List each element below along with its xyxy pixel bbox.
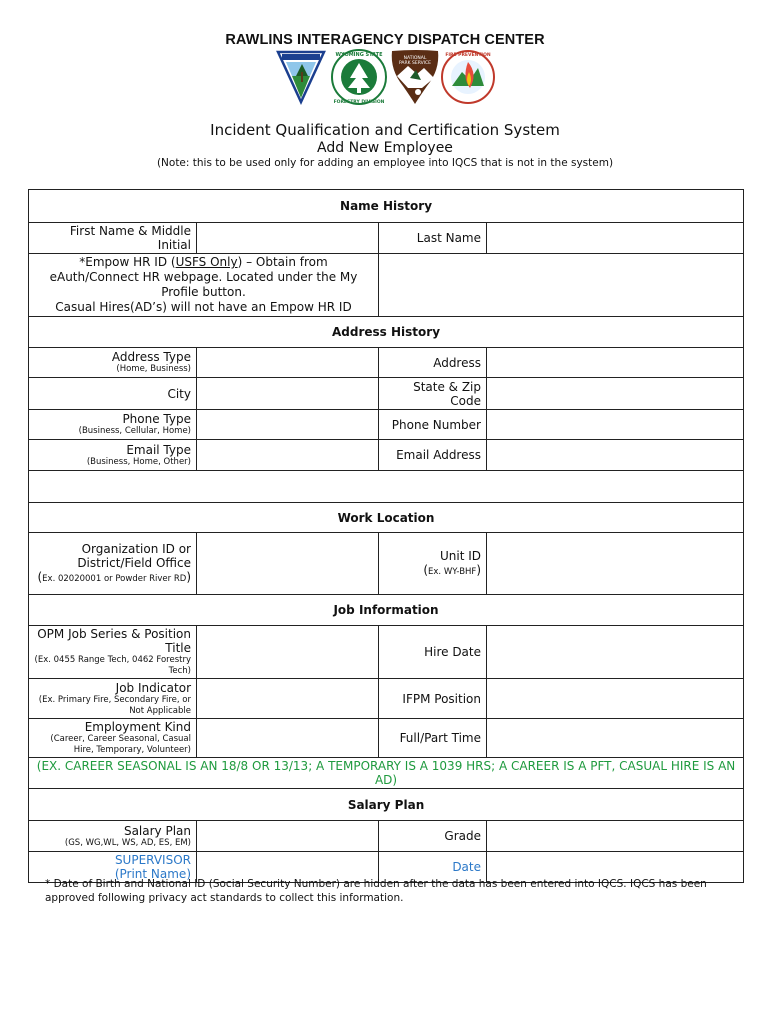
grade-field[interactable]: [487, 821, 744, 852]
opm-series-text: OPM Job Series & Position Title: [37, 627, 191, 655]
svg-text:FORESTRY DIVISION: FORESTRY DIVISION: [333, 100, 385, 105]
employee-form-table: [28, 189, 744, 883]
usfs-only-text: USFS Only: [175, 255, 238, 269]
email-address-field[interactable]: [487, 440, 744, 471]
state-zip-field[interactable]: [487, 378, 744, 410]
unit-id-hint: Ex. WY-BHF: [428, 566, 477, 577]
org-id-hint: Ex. 02020001 or Powder River RD: [42, 573, 187, 584]
grade-label: Grade: [379, 821, 487, 852]
empow-casual-note: Casual Hires(AD’s) will not have an Empow HR ID: [55, 300, 352, 314]
opm-series-label: [29, 626, 197, 679]
job-indicator-hint: (Ex. Primary Fire, Secondary Fire, or Not Applicable: [38, 694, 191, 716]
opm-series-field[interactable]: [197, 626, 379, 679]
form-title: Incident Qualification and Certification System: [210, 121, 560, 139]
full-part-time-field[interactable]: [487, 719, 744, 758]
address-type-label: [29, 348, 197, 378]
ifpm-position-label: IFPM Position: [379, 679, 487, 719]
blm-logo: [278, 52, 324, 102]
section-job-information: Job Information: [29, 595, 744, 626]
salary-plan-hint: (GS, WG,WL, WS, AD, ES, EM): [64, 837, 191, 848]
unit-id-field[interactable]: [487, 533, 744, 595]
ifpm-position-field[interactable]: [487, 679, 744, 719]
agency-logos: [272, 48, 497, 106]
email-address-label: Email Address: [379, 440, 487, 471]
form-note: (Note: this to be used only for adding an employee into IQCS that is not in the system): [156, 157, 614, 169]
svg-text:FIRE PREVENTION: FIRE PREVENTION: [445, 53, 491, 58]
email-type-label: [29, 440, 197, 471]
email-type-field[interactable]: [197, 440, 379, 471]
svg-text:PARK SERVICE: PARK SERVICE: [399, 61, 431, 66]
employment-kind-field[interactable]: [197, 719, 379, 758]
org-hint-open: (: [37, 569, 43, 584]
supervisor-text: SUPERVISOR: [114, 853, 191, 867]
svg-text:NATIONAL: NATIONAL: [403, 56, 427, 61]
section-salary-plan: Salary Plan: [29, 789, 744, 821]
address-type-hint: (Home, Business): [116, 364, 191, 374]
unit-hint-open: (: [423, 562, 429, 577]
national-park-service-logo: [392, 50, 439, 104]
salary-plan-text: Salary Plan: [123, 823, 191, 838]
empow-prefix: *Empow HR ID (: [79, 255, 176, 269]
salary-plan-field[interactable]: [197, 821, 379, 852]
salary-plan-label: [29, 821, 197, 852]
org-id-text: Organization ID or District/Field Office: [77, 541, 191, 570]
city-field[interactable]: [197, 378, 379, 410]
employment-kind-text: Employment Kind: [84, 720, 191, 734]
privacy-footnote: * Date of Birth and National ID (Social Security Number) are hidden after the data has been entered into IQCS. IQCS has been approved following privacy act standards to collect this information.: [45, 878, 707, 904]
svg-text:WYOMING STATE: WYOMING STATE: [335, 52, 383, 58]
section-work-location: Work Location: [29, 503, 744, 533]
hire-date-field[interactable]: [487, 626, 744, 679]
phone-type-text: Phone Type: [122, 412, 191, 426]
opm-series-hint: (Ex. 0455 Range Tech, 0462 Forestry Tech): [34, 655, 191, 676]
empow-rest: ) – Obtain from eAuth/Connect HR webpage. Located under the My Profile button.: [49, 255, 358, 299]
phone-type-field[interactable]: [197, 410, 379, 440]
empow-hr-id-field[interactable]: [379, 254, 744, 317]
hire-date-label: Hire Date: [379, 626, 487, 679]
print-name-text: (Print Name): [114, 867, 191, 881]
employment-kind-label: [29, 719, 197, 758]
address-field[interactable]: [487, 348, 744, 378]
unit-id-text: Unit ID: [439, 548, 481, 563]
unit-hint-close: ): [476, 562, 481, 577]
unit-id-label: [379, 533, 487, 595]
employment-example-note: (EX. CAREER SEASONAL IS AN 18/8 OR 13/13; A TEMPORARY IS A 1039 HRS; A CAREER IS A PFT, CASUAL HIRE IS AN AD): [29, 758, 744, 789]
wyoming-state-forestry-logo: [332, 50, 386, 105]
date-label: Date: [379, 852, 487, 883]
phone-number-label: Phone Number: [379, 410, 487, 440]
section-name-history: Name History: [29, 190, 744, 223]
full-part-time-label: Full/Part Time: [379, 719, 487, 758]
form-subtitle: Add New Employee: [317, 140, 453, 156]
org-title: RAWLINS INTERAGENCY DISPATCH CENTER: [225, 32, 545, 48]
org-id-field[interactable]: [197, 533, 379, 595]
first-middle-field[interactable]: [197, 223, 379, 254]
last-name-label: Last Name: [379, 223, 487, 254]
address-type-field[interactable]: [197, 348, 379, 378]
job-indicator-text: Job Indicator: [115, 680, 191, 695]
empow-hr-id-label: [29, 254, 379, 317]
address-label: Address: [379, 348, 487, 378]
job-indicator-label: [29, 679, 197, 719]
first-middle-label: First Name & Middle Initial: [29, 223, 197, 254]
last-name-field[interactable]: [487, 223, 744, 254]
fire-prevention-logo: [442, 51, 494, 103]
city-label: City: [29, 378, 197, 410]
employment-kind-hint: (Career, Career Seasonal, Casual Hire, Temporary, Volunteer): [50, 734, 191, 755]
email-type-text: Email Type: [126, 442, 191, 457]
org-hint-close: ): [186, 569, 191, 584]
phone-type-label: [29, 410, 197, 440]
phone-number-field[interactable]: [487, 410, 744, 440]
state-zip-label: State & Zip Code: [379, 378, 487, 410]
phone-type-hint: (Business, Cellular, Home): [78, 426, 191, 436]
email-type-hint: (Business, Home, Other): [86, 456, 191, 467]
blank-row[interactable]: [29, 471, 744, 503]
section-address-history: Address History: [29, 317, 744, 348]
address-type-text: Address Type: [111, 350, 191, 364]
org-id-label: [29, 533, 197, 595]
job-indicator-field[interactable]: [197, 679, 379, 719]
